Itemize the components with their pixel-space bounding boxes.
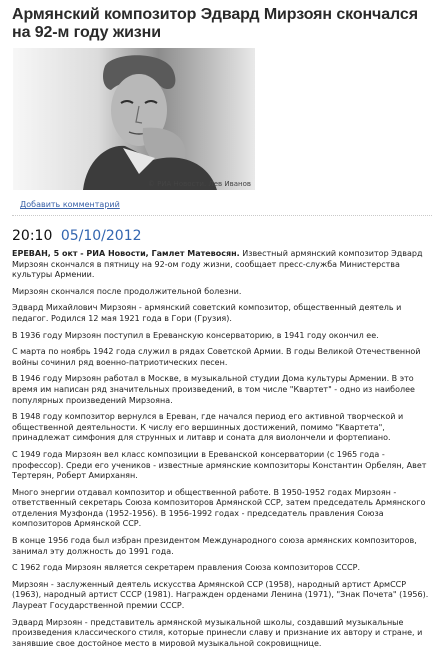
paragraph: В 1936 году Мирзоян поступил в Ереванскую консерваторию, в 1941 году окончил ее. (12, 330, 379, 340)
article-lead (12, 249, 430, 281)
paragraph: С 1962 года Мирзоян является секретарем правления Союза композиторов СССР. (12, 563, 361, 573)
publish-date: 05/10/2012 (60, 228, 142, 244)
photo-credit: © РИА Новости. Лев Иванов (147, 180, 251, 188)
add-comment-link[interactable]: Добавить комментарий (20, 200, 120, 209)
paragraph: Эдвард Михайлович Мирзоян - армянский советский композитор, общественный деятель и педагог. Родился 12 мая 1921 года в Гори (Грузия). (12, 303, 402, 323)
article-photo (13, 48, 255, 190)
publish-time: 20:10 (12, 228, 53, 244)
article-title: Армянский композитор Эдвард Мирзоян скончался на 92-м году жизни (12, 6, 418, 41)
paragraph: Эдвард Мирзоян - представитель армянской музыкальной школы, создавший музыкальные произведения классического стиля, которые принесли славу и признание их автору и стране, и занявшие свое достойное место в мировой музыкальной сокровищнице. (12, 617, 423, 648)
dateline: ЕРЕВАН, 5 окт - РИА Новости, Гамлет Матевосян. (12, 249, 240, 258)
paragraph: С марта по ноябрь 1942 года служил в рядах Советской Армии. В годы Великой Отечественной войны сочинил ряд военно-патриотических песен. (12, 347, 421, 367)
article-body (12, 249, 430, 649)
paragraph: В конце 1956 года был избран президентом Международного союза армянских композиторов, занимал эту должность до 1991 года. (12, 536, 417, 556)
article (12, 0, 432, 655)
paragraph: Мирзоян скончался после продолжительной болезни. (12, 286, 242, 296)
portrait-image (13, 48, 255, 190)
paragraph: Много энергии отдавал композитор и общественной работе. В 1950-1952 годах Мирзоян - ответственный секретарь Союза композиторов Армянской ССР, затем председатель Армянского отделения Музфонда (1952-1956). В 1956-1992 годах - председатель правления Союза композиторов Армянской ССР. (12, 487, 426, 529)
divider (12, 215, 432, 216)
lead-text: Известный армянский композитор Эдвард Мирзоян скончался в пятницу на 92-ом году жизни, сообщает пресс-служба Министерства культуры Армении. (12, 249, 423, 280)
paragraph: В 1948 году композитор вернулся в Ереван, где начался период его активной творческой и общественной деятельности. К числу его вершинных достижений, помимо "Квартета", принадлежат симфония для струнных и литавр и соната для виолончели и фортепиано. (12, 412, 404, 443)
paragraph: В 1946 году Мирзоян работал в Москве, в музыкальной студии Дома культуры Армении. В это время им написан ряд значительных произведений, в том числе "Квартет" - одно из наиболее популярных произведений Мирзояна. (12, 374, 415, 405)
paragraph: С 1949 года Мирзоян вел класс композиции в Ереванской консерватории (с 1965 года - профессор). Среди его учеников - известные армянские композиторы Константин Орбелян, Авет Тертерян, Роберт Амирханян. (12, 449, 427, 481)
publish-datetime (12, 228, 432, 244)
paragraph: Мирзоян - заслуженный деятель искусства Армянской ССР (1958), народный артист АрмССР (1963), народный артист СССР (1981). Награжден орденами Ленина (1971), "Знак Почета" (1956). Лауреат Государственной премии СССР. (12, 579, 429, 611)
